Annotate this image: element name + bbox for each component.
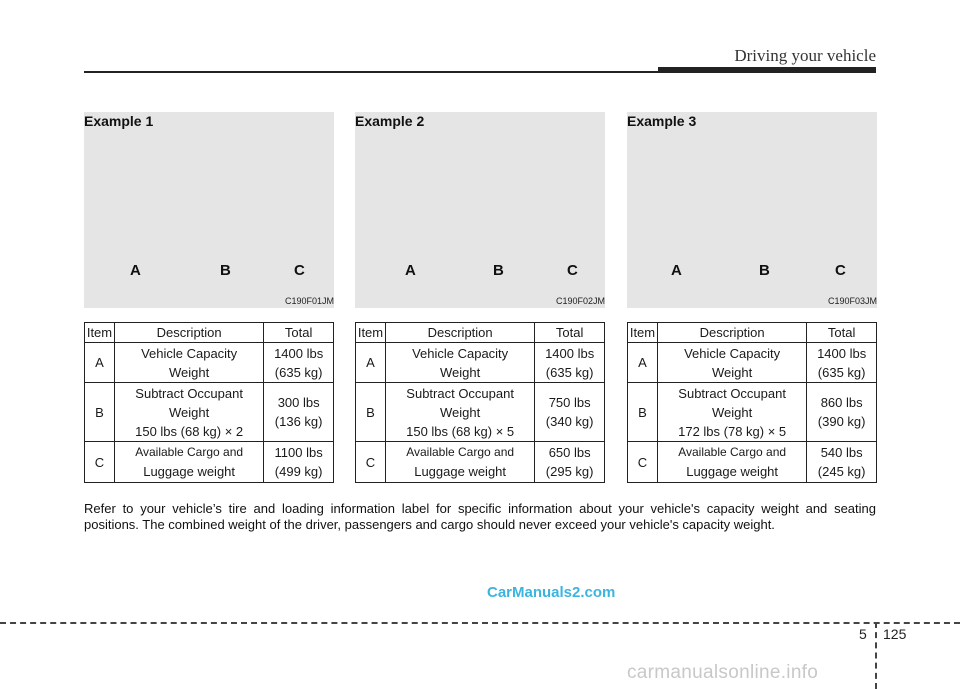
footer-site-watermark: carmanualsonline.info bbox=[627, 662, 819, 683]
table-row bbox=[85, 383, 334, 442]
table-row bbox=[628, 383, 877, 442]
cell-item: C bbox=[356, 442, 386, 483]
label-c: C bbox=[294, 262, 305, 279]
cell-total: 300 lbs (136 kg) bbox=[264, 383, 334, 442]
weight-table bbox=[84, 322, 334, 483]
footer-rule bbox=[0, 622, 960, 624]
weight-table bbox=[355, 322, 605, 483]
example-3-figure bbox=[627, 112, 877, 308]
watermark-link[interactable]: CarManuals2.com bbox=[487, 584, 616, 601]
table-header-row bbox=[85, 323, 334, 343]
cell-item: A bbox=[356, 343, 386, 383]
cell-description: Vehicle Capacity Weight bbox=[385, 343, 534, 383]
example-1-figure bbox=[84, 112, 334, 308]
table-header-row bbox=[356, 323, 605, 343]
example-title: Example 3 bbox=[627, 113, 697, 129]
figure-code: C190F01JM bbox=[284, 296, 334, 306]
cell-total: 1400 lbs (635 kg) bbox=[535, 343, 605, 383]
chapter-number: 5 bbox=[859, 626, 867, 642]
example-1 bbox=[84, 112, 334, 479]
cell-total: 650 lbs (295 kg) bbox=[535, 442, 605, 483]
table-header-row bbox=[628, 323, 877, 343]
cell-total: 1100 lbs (499 kg) bbox=[264, 442, 334, 483]
table-row bbox=[628, 343, 877, 383]
weight-table bbox=[627, 322, 877, 483]
page-divider bbox=[875, 622, 877, 689]
cell-total: 540 lbs (245 kg) bbox=[807, 442, 877, 483]
example-2-figure bbox=[355, 112, 605, 308]
header-description: Description bbox=[114, 323, 263, 343]
cell-description: Available Cargo and Luggage weight bbox=[385, 442, 534, 483]
cell-description: Subtract Occupant Weight 150 lbs (68 kg) × 2 bbox=[114, 383, 263, 442]
capacity-note: Refer to your vehicle’s tire and loading information label for specific information about your vehicle's capacity weight and seating positions. The combined weight of the driver, passengers and cargo should never exceed your vehicle's capacity weight. bbox=[84, 501, 876, 532]
cell-description: Subtract Occupant Weight 172 lbs (78 kg) × 5 bbox=[657, 383, 806, 442]
example-2 bbox=[355, 112, 605, 479]
figure-code: C190F02JM bbox=[555, 296, 605, 306]
header-rule-accent bbox=[658, 67, 876, 73]
cell-total: 1400 lbs (635 kg) bbox=[264, 343, 334, 383]
header-item: Item bbox=[356, 323, 386, 343]
cell-description: Vehicle Capacity Weight bbox=[114, 343, 263, 383]
label-c: C bbox=[567, 262, 578, 279]
section-title: Driving your vehicle bbox=[734, 46, 876, 65]
cell-description: Available Cargo and Luggage weight bbox=[657, 442, 806, 483]
table-row bbox=[356, 383, 605, 442]
page-number: 125 bbox=[883, 626, 907, 642]
header-item: Item bbox=[628, 323, 658, 343]
header-rule bbox=[84, 71, 660, 73]
label-b: B bbox=[493, 262, 504, 279]
header-item: Item bbox=[85, 323, 115, 343]
table-row bbox=[85, 442, 334, 483]
table-row bbox=[356, 343, 605, 383]
example-3 bbox=[627, 112, 877, 479]
cell-total: 750 lbs (340 kg) bbox=[535, 383, 605, 442]
cell-total: 860 lbs (390 kg) bbox=[807, 383, 877, 442]
cell-total: 1400 lbs (635 kg) bbox=[807, 343, 877, 383]
cell-item: B bbox=[628, 383, 658, 442]
figure-code: C190F03JM bbox=[827, 296, 877, 306]
cell-item: A bbox=[628, 343, 658, 383]
header-description: Description bbox=[385, 323, 534, 343]
label-a: A bbox=[671, 262, 682, 279]
label-a: A bbox=[405, 262, 416, 279]
cell-item: C bbox=[628, 442, 658, 483]
cell-item: B bbox=[356, 383, 386, 442]
label-a: A bbox=[130, 262, 141, 279]
cell-description: Subtract Occupant Weight 150 lbs (68 kg) × 5 bbox=[385, 383, 534, 442]
cell-item: C bbox=[85, 442, 115, 483]
header-total: Total bbox=[535, 323, 605, 343]
header-description: Description bbox=[657, 323, 806, 343]
example-title: Example 1 bbox=[84, 113, 154, 129]
table-row bbox=[356, 442, 605, 483]
label-b: B bbox=[759, 262, 770, 279]
table-row bbox=[628, 442, 877, 483]
cell-item: B bbox=[85, 383, 115, 442]
cell-item: A bbox=[85, 343, 115, 383]
label-b: B bbox=[220, 262, 231, 279]
table-row bbox=[85, 343, 334, 383]
cell-description: Available Cargo and Luggage weight bbox=[114, 442, 263, 483]
cell-description: Vehicle Capacity Weight bbox=[657, 343, 806, 383]
header-total: Total bbox=[807, 323, 877, 343]
header-total: Total bbox=[264, 323, 334, 343]
example-title: Example 2 bbox=[355, 113, 425, 129]
label-c: C bbox=[835, 262, 846, 279]
